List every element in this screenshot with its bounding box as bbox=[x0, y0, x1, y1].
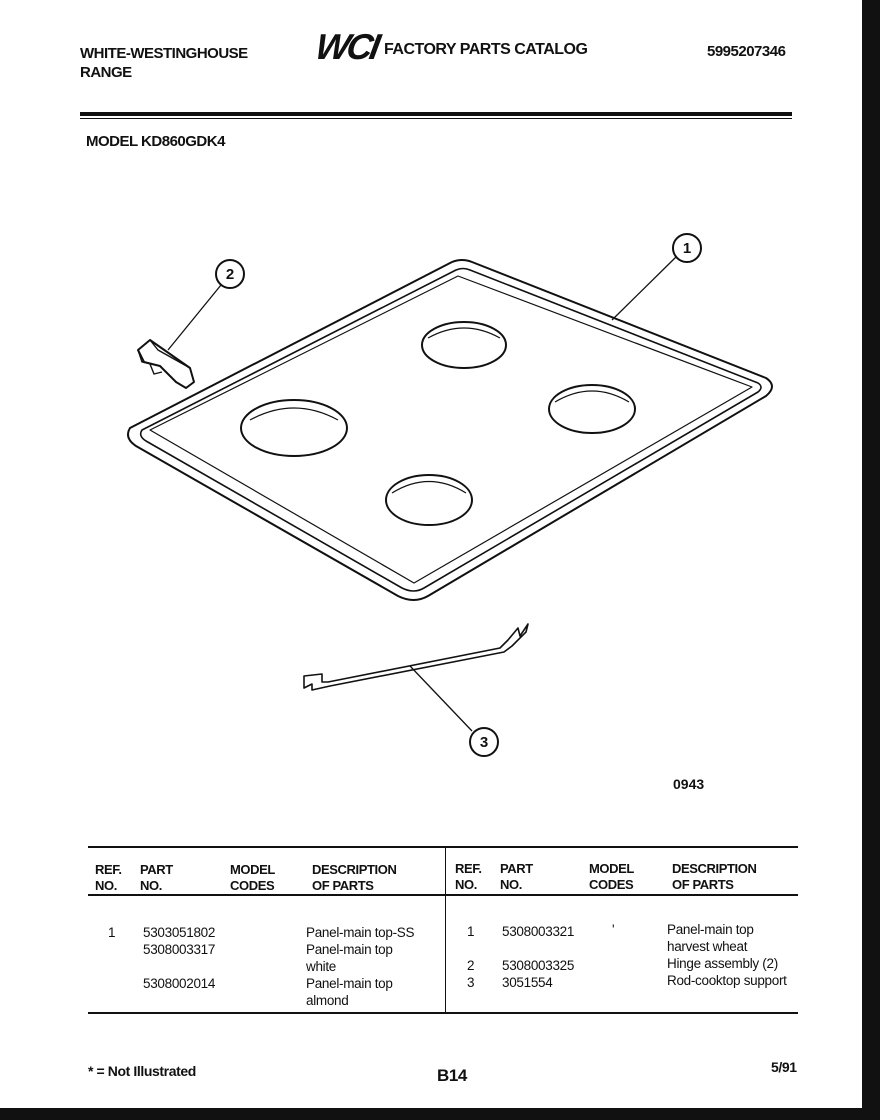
table-row-left-ref: 1 bbox=[108, 925, 116, 940]
catalog-date: 5/91 bbox=[771, 1059, 797, 1075]
brand-name: WHITE-WESTINGHOUSE bbox=[80, 45, 248, 62]
cooktop-support-rod bbox=[304, 624, 528, 690]
table-col-right-part: 5308003321 5308003325 3051554 bbox=[502, 924, 575, 990]
catalog-title: FACTORY PARTS CATALOG bbox=[384, 41, 588, 58]
table-col-right-ref: 1 2 3 bbox=[467, 924, 475, 990]
table-col-right-desc: Panel-main top harvest wheat Hinge assembly (2) Rod-cooktop support bbox=[667, 922, 787, 988]
page-number: B14 bbox=[437, 1066, 467, 1085]
table-col-left-desc: Panel-main top-SS Panel-main top white Panel-main top almond bbox=[306, 925, 415, 1008]
scan-edge-bottom bbox=[0, 1108, 880, 1120]
table-bottom-rule bbox=[88, 1012, 798, 1014]
callout-3: 3 bbox=[479, 734, 489, 751]
not-illustrated-note: * = Not Illustrated bbox=[88, 1063, 196, 1079]
catalog-number: 5995207346 bbox=[707, 43, 786, 60]
model-number: MODEL KD860GDK4 bbox=[86, 133, 225, 150]
header-description-right: DESCRIPTION OF PARTS bbox=[672, 861, 757, 892]
hinge-assembly bbox=[138, 340, 194, 388]
wci-logo: WCI bbox=[312, 26, 381, 67]
header-model-codes-right: MODEL CODES bbox=[589, 861, 634, 892]
callout-1: 1 bbox=[682, 240, 692, 257]
header-ref-no-left: REF. NO. bbox=[95, 862, 122, 893]
table-divider bbox=[445, 846, 446, 1014]
scan-edge-right bbox=[862, 0, 880, 1120]
header-description-left: DESCRIPTION OF PARTS bbox=[312, 862, 397, 893]
figure-number: 0943 bbox=[673, 776, 705, 792]
header-model-codes-left: MODEL CODES bbox=[230, 862, 275, 893]
main-top-panel bbox=[128, 260, 772, 600]
table-header-rule bbox=[88, 894, 798, 896]
callout-2: 2 bbox=[225, 266, 235, 283]
header-ref-no-right: REF. NO. bbox=[455, 861, 482, 892]
table-top-rule bbox=[88, 846, 798, 848]
table-row-right-code: ' bbox=[612, 922, 615, 937]
header-part-no-right: PART NO. bbox=[500, 861, 533, 892]
product-name: RANGE bbox=[80, 64, 132, 81]
header-part-no-left: PART NO. bbox=[140, 862, 173, 893]
table-col-left-part: 5303051802 5308003317 5308002014 bbox=[143, 925, 216, 991]
